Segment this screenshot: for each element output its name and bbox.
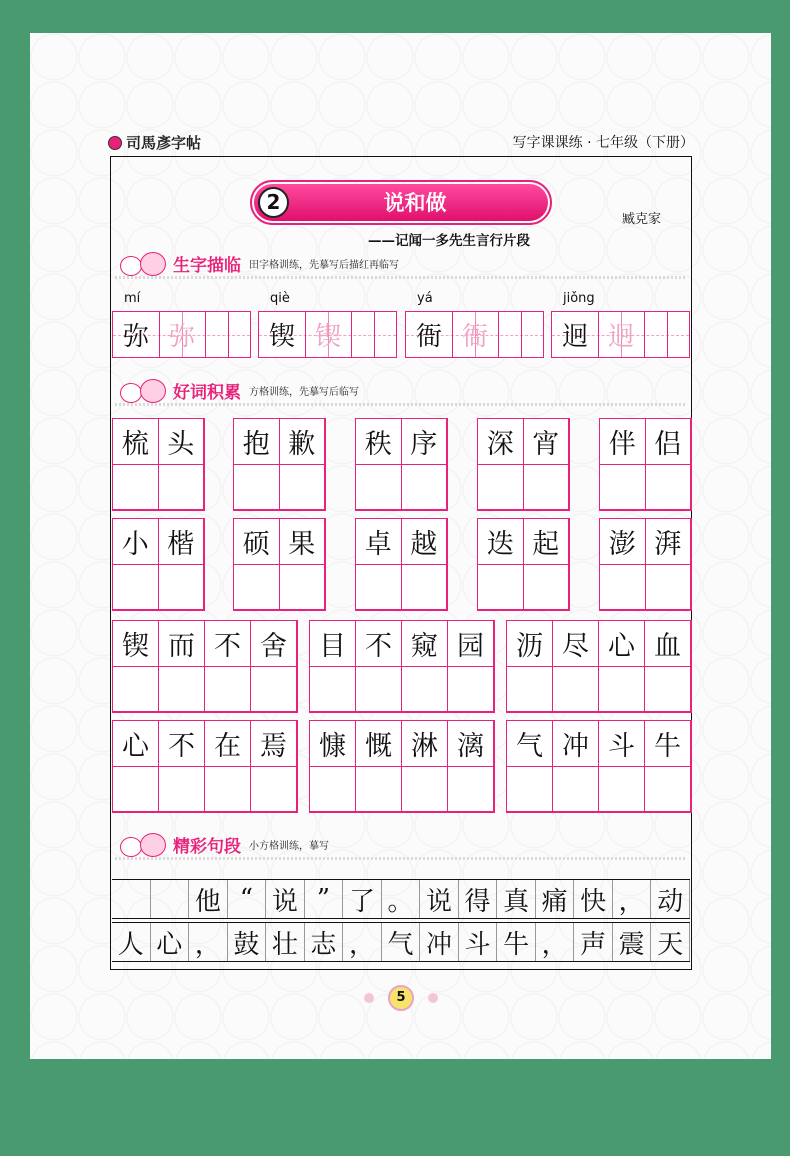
passage-cell: 声 xyxy=(574,923,613,961)
pinyin-label: mí xyxy=(124,291,141,306)
model-character: 弥 xyxy=(122,322,149,352)
practice-cell xyxy=(402,667,448,713)
idiom-character: 淋 xyxy=(402,721,448,767)
tianzige-divider xyxy=(667,312,668,357)
idiom-character: 不 xyxy=(159,721,205,767)
word-character: 秩 xyxy=(356,419,402,465)
practice-cell xyxy=(507,767,553,813)
practice-cell xyxy=(599,667,645,713)
tianzige-row xyxy=(551,311,690,358)
practice-cell xyxy=(159,465,205,511)
practice-cell xyxy=(205,767,251,813)
word-box xyxy=(112,418,205,511)
practice-cell xyxy=(234,465,280,511)
passage-cell: 了 xyxy=(343,880,382,918)
passage-cell: ， xyxy=(189,923,228,961)
section-title: 好词积累 xyxy=(173,382,241,403)
practice-cell xyxy=(448,667,494,713)
pinyin-label: yá xyxy=(417,291,433,306)
practice-cell xyxy=(356,667,402,713)
word-character: 深 xyxy=(478,419,524,465)
idiom-character: 漓 xyxy=(448,721,494,767)
practice-cell xyxy=(280,565,326,611)
section-title: 生字描临 xyxy=(173,255,241,276)
idiom-character: 冲 xyxy=(553,721,599,767)
idiom-character: 慨 xyxy=(356,721,402,767)
idiom-box xyxy=(309,720,495,813)
practice-cell xyxy=(251,767,297,813)
word-character: 迭 xyxy=(478,519,524,565)
practice-cell xyxy=(600,565,646,611)
word-box xyxy=(233,418,326,511)
practice-cell xyxy=(507,667,553,713)
practice-cell xyxy=(159,565,205,611)
passage-cell: 他 xyxy=(189,880,228,918)
passage-cell: ， xyxy=(536,923,575,961)
practice-cell xyxy=(113,565,159,611)
practice-cell xyxy=(524,465,570,511)
word-character: 硕 xyxy=(234,519,280,565)
word-character: 序 xyxy=(402,419,448,465)
word-character: 抱 xyxy=(234,419,280,465)
brand-name: 司馬彥字帖 xyxy=(126,134,202,152)
idiom-box xyxy=(506,720,692,813)
word-character: 越 xyxy=(402,519,448,565)
passage-cell: 说 xyxy=(266,880,305,918)
practice-cell xyxy=(402,565,448,611)
idiom-box xyxy=(506,620,692,713)
practice-cell xyxy=(645,767,691,813)
tianzige-row xyxy=(258,311,397,358)
lesson-title: 说和做 xyxy=(383,190,447,215)
page-dot-left xyxy=(364,993,374,1003)
section-divider xyxy=(115,276,687,279)
passage-cell: 天 xyxy=(651,923,690,961)
cartoon-animals-icon xyxy=(120,831,168,857)
passage-cell: ” xyxy=(305,880,344,918)
practice-cell xyxy=(600,465,646,511)
tianzige-divider xyxy=(644,312,645,357)
practice-cell xyxy=(478,465,524,511)
passage-row xyxy=(112,879,690,919)
practice-cell xyxy=(113,767,159,813)
practice-cell xyxy=(599,767,645,813)
trace-character: 弥 xyxy=(168,322,195,352)
word-character: 头 xyxy=(159,419,205,465)
section-new-characters-header xyxy=(120,250,399,276)
idiom-box xyxy=(309,620,495,713)
practice-cell xyxy=(478,565,524,611)
idiom-character: 焉 xyxy=(251,721,297,767)
page-number: 5 xyxy=(388,985,414,1011)
idiom-character: 慷 xyxy=(310,721,356,767)
page-dot-right xyxy=(428,993,438,1003)
practice-cell xyxy=(251,667,297,713)
passage-cell: 痛 xyxy=(536,880,575,918)
word-character: 梳 xyxy=(113,419,159,465)
pinyin-label: jiǒng xyxy=(563,291,595,306)
practice-cell xyxy=(448,767,494,813)
practice-cell xyxy=(205,667,251,713)
practice-cell xyxy=(356,465,402,511)
word-character: 伴 xyxy=(600,419,646,465)
idiom-character: 园 xyxy=(448,621,494,667)
tianzige-divider xyxy=(521,312,522,357)
passage-cell: 气 xyxy=(382,923,421,961)
word-character: 小 xyxy=(113,519,159,565)
practice-cell xyxy=(402,465,448,511)
idiom-box xyxy=(112,620,298,713)
passage-cell: “ xyxy=(228,880,267,918)
model-character: 迥 xyxy=(561,322,588,352)
practice-cell xyxy=(402,767,448,813)
idiom-character: 舍 xyxy=(251,621,297,667)
idiom-character: 气 xyxy=(507,721,553,767)
section-title: 精彩句段 xyxy=(173,836,241,857)
word-character: 卓 xyxy=(356,519,402,565)
passage-cell: 鼓 xyxy=(228,923,267,961)
tianzige-divider xyxy=(228,312,229,357)
word-character: 歉 xyxy=(280,419,326,465)
word-character: 起 xyxy=(524,519,570,565)
practice-cell xyxy=(159,767,205,813)
tianzige-divider xyxy=(205,312,206,357)
word-character: 湃 xyxy=(646,519,692,565)
passage-cell: 得 xyxy=(459,880,498,918)
passage-row xyxy=(112,922,690,962)
practice-cell xyxy=(356,767,402,813)
brand-logo-icon xyxy=(108,136,122,150)
tianzige-divider xyxy=(374,312,375,357)
passage-cell: 冲 xyxy=(420,923,459,961)
pinyin-label: qiè xyxy=(270,291,290,306)
practice-cell xyxy=(310,767,356,813)
passage-cell: ， xyxy=(613,880,652,918)
practice-cell xyxy=(159,667,205,713)
passage-cell: ， xyxy=(343,923,382,961)
idiom-character: 窥 xyxy=(402,621,448,667)
word-box xyxy=(355,418,448,511)
passage-cell: 动 xyxy=(651,880,690,918)
section-note: 小方格训练，摹写 xyxy=(249,840,329,852)
word-character: 楷 xyxy=(159,519,205,565)
trace-character: 锲 xyxy=(314,322,341,352)
idiom-character: 沥 xyxy=(507,621,553,667)
idiom-character: 而 xyxy=(159,621,205,667)
practice-cell xyxy=(553,767,599,813)
tianzige-divider xyxy=(351,312,352,357)
practice-cell xyxy=(524,565,570,611)
passage-cell: 震 xyxy=(613,923,652,961)
passage-cell: 斗 xyxy=(459,923,498,961)
idiom-character: 牛 xyxy=(645,721,691,767)
word-box xyxy=(599,518,692,611)
idiom-character: 血 xyxy=(645,621,691,667)
section-divider xyxy=(115,403,687,406)
passage-cell: 志 xyxy=(305,923,344,961)
idiom-character: 尽 xyxy=(553,621,599,667)
model-character: 衙 xyxy=(415,322,442,352)
word-character: 澎 xyxy=(600,519,646,565)
practice-cell xyxy=(356,565,402,611)
passage-cell xyxy=(151,880,190,918)
word-character: 宵 xyxy=(524,419,570,465)
model-character: 锲 xyxy=(268,322,295,352)
tianzige-row xyxy=(405,311,544,358)
practice-cell xyxy=(113,667,159,713)
idiom-character: 在 xyxy=(205,721,251,767)
passage-cell: 快 xyxy=(574,880,613,918)
tianzige-divider xyxy=(498,312,499,357)
idiom-character: 斗 xyxy=(599,721,645,767)
practice-cell xyxy=(646,465,692,511)
brand-logo xyxy=(108,132,201,153)
cartoon-animals-icon xyxy=(120,250,168,276)
practice-cell xyxy=(553,667,599,713)
book-title: 写字课课练 · 七年级（下册） xyxy=(512,135,694,151)
idiom-character: 心 xyxy=(599,621,645,667)
trace-character: 迥 xyxy=(607,322,634,352)
word-box xyxy=(112,518,205,611)
section-vocabulary-header xyxy=(120,377,359,403)
idiom-character: 锲 xyxy=(113,621,159,667)
word-box xyxy=(477,518,570,611)
cartoon-animals-icon xyxy=(120,377,168,403)
trace-character: 衙 xyxy=(461,322,488,352)
word-character: 侣 xyxy=(646,419,692,465)
lesson-subtitle: ——记闻一多先生言行片段 xyxy=(368,233,530,249)
passage-cell: 人 xyxy=(112,923,151,961)
section-passage-header xyxy=(120,831,329,857)
tianzige-row xyxy=(112,311,251,358)
idiom-character: 不 xyxy=(356,621,402,667)
idiom-character: 心 xyxy=(113,721,159,767)
passage-cell: 真 xyxy=(497,880,536,918)
passage-cell: 。 xyxy=(382,880,421,918)
word-character: 果 xyxy=(280,519,326,565)
section-divider xyxy=(115,857,687,860)
practice-cell xyxy=(113,465,159,511)
word-box xyxy=(355,518,448,611)
passage-cell: 说 xyxy=(420,880,459,918)
practice-cell xyxy=(280,465,326,511)
passage-cell: 牛 xyxy=(497,923,536,961)
word-box xyxy=(477,418,570,511)
practice-cell xyxy=(646,565,692,611)
practice-cell xyxy=(234,565,280,611)
practice-cell xyxy=(645,667,691,713)
practice-cell xyxy=(310,667,356,713)
lesson-author: 臧克家 xyxy=(622,212,662,227)
passage-cell: 壮 xyxy=(266,923,305,961)
lesson-number: 2 xyxy=(258,187,289,218)
section-note: 方格训练，先摹写后临写 xyxy=(249,386,359,398)
section-note: 田字格训练，先摹写后描红再临写 xyxy=(249,259,399,271)
idiom-character: 目 xyxy=(310,621,356,667)
idiom-character: 不 xyxy=(205,621,251,667)
idiom-box xyxy=(112,720,298,813)
word-box xyxy=(599,418,692,511)
passage-cell xyxy=(112,880,151,918)
passage-cell: 心 xyxy=(151,923,190,961)
word-box xyxy=(233,518,326,611)
